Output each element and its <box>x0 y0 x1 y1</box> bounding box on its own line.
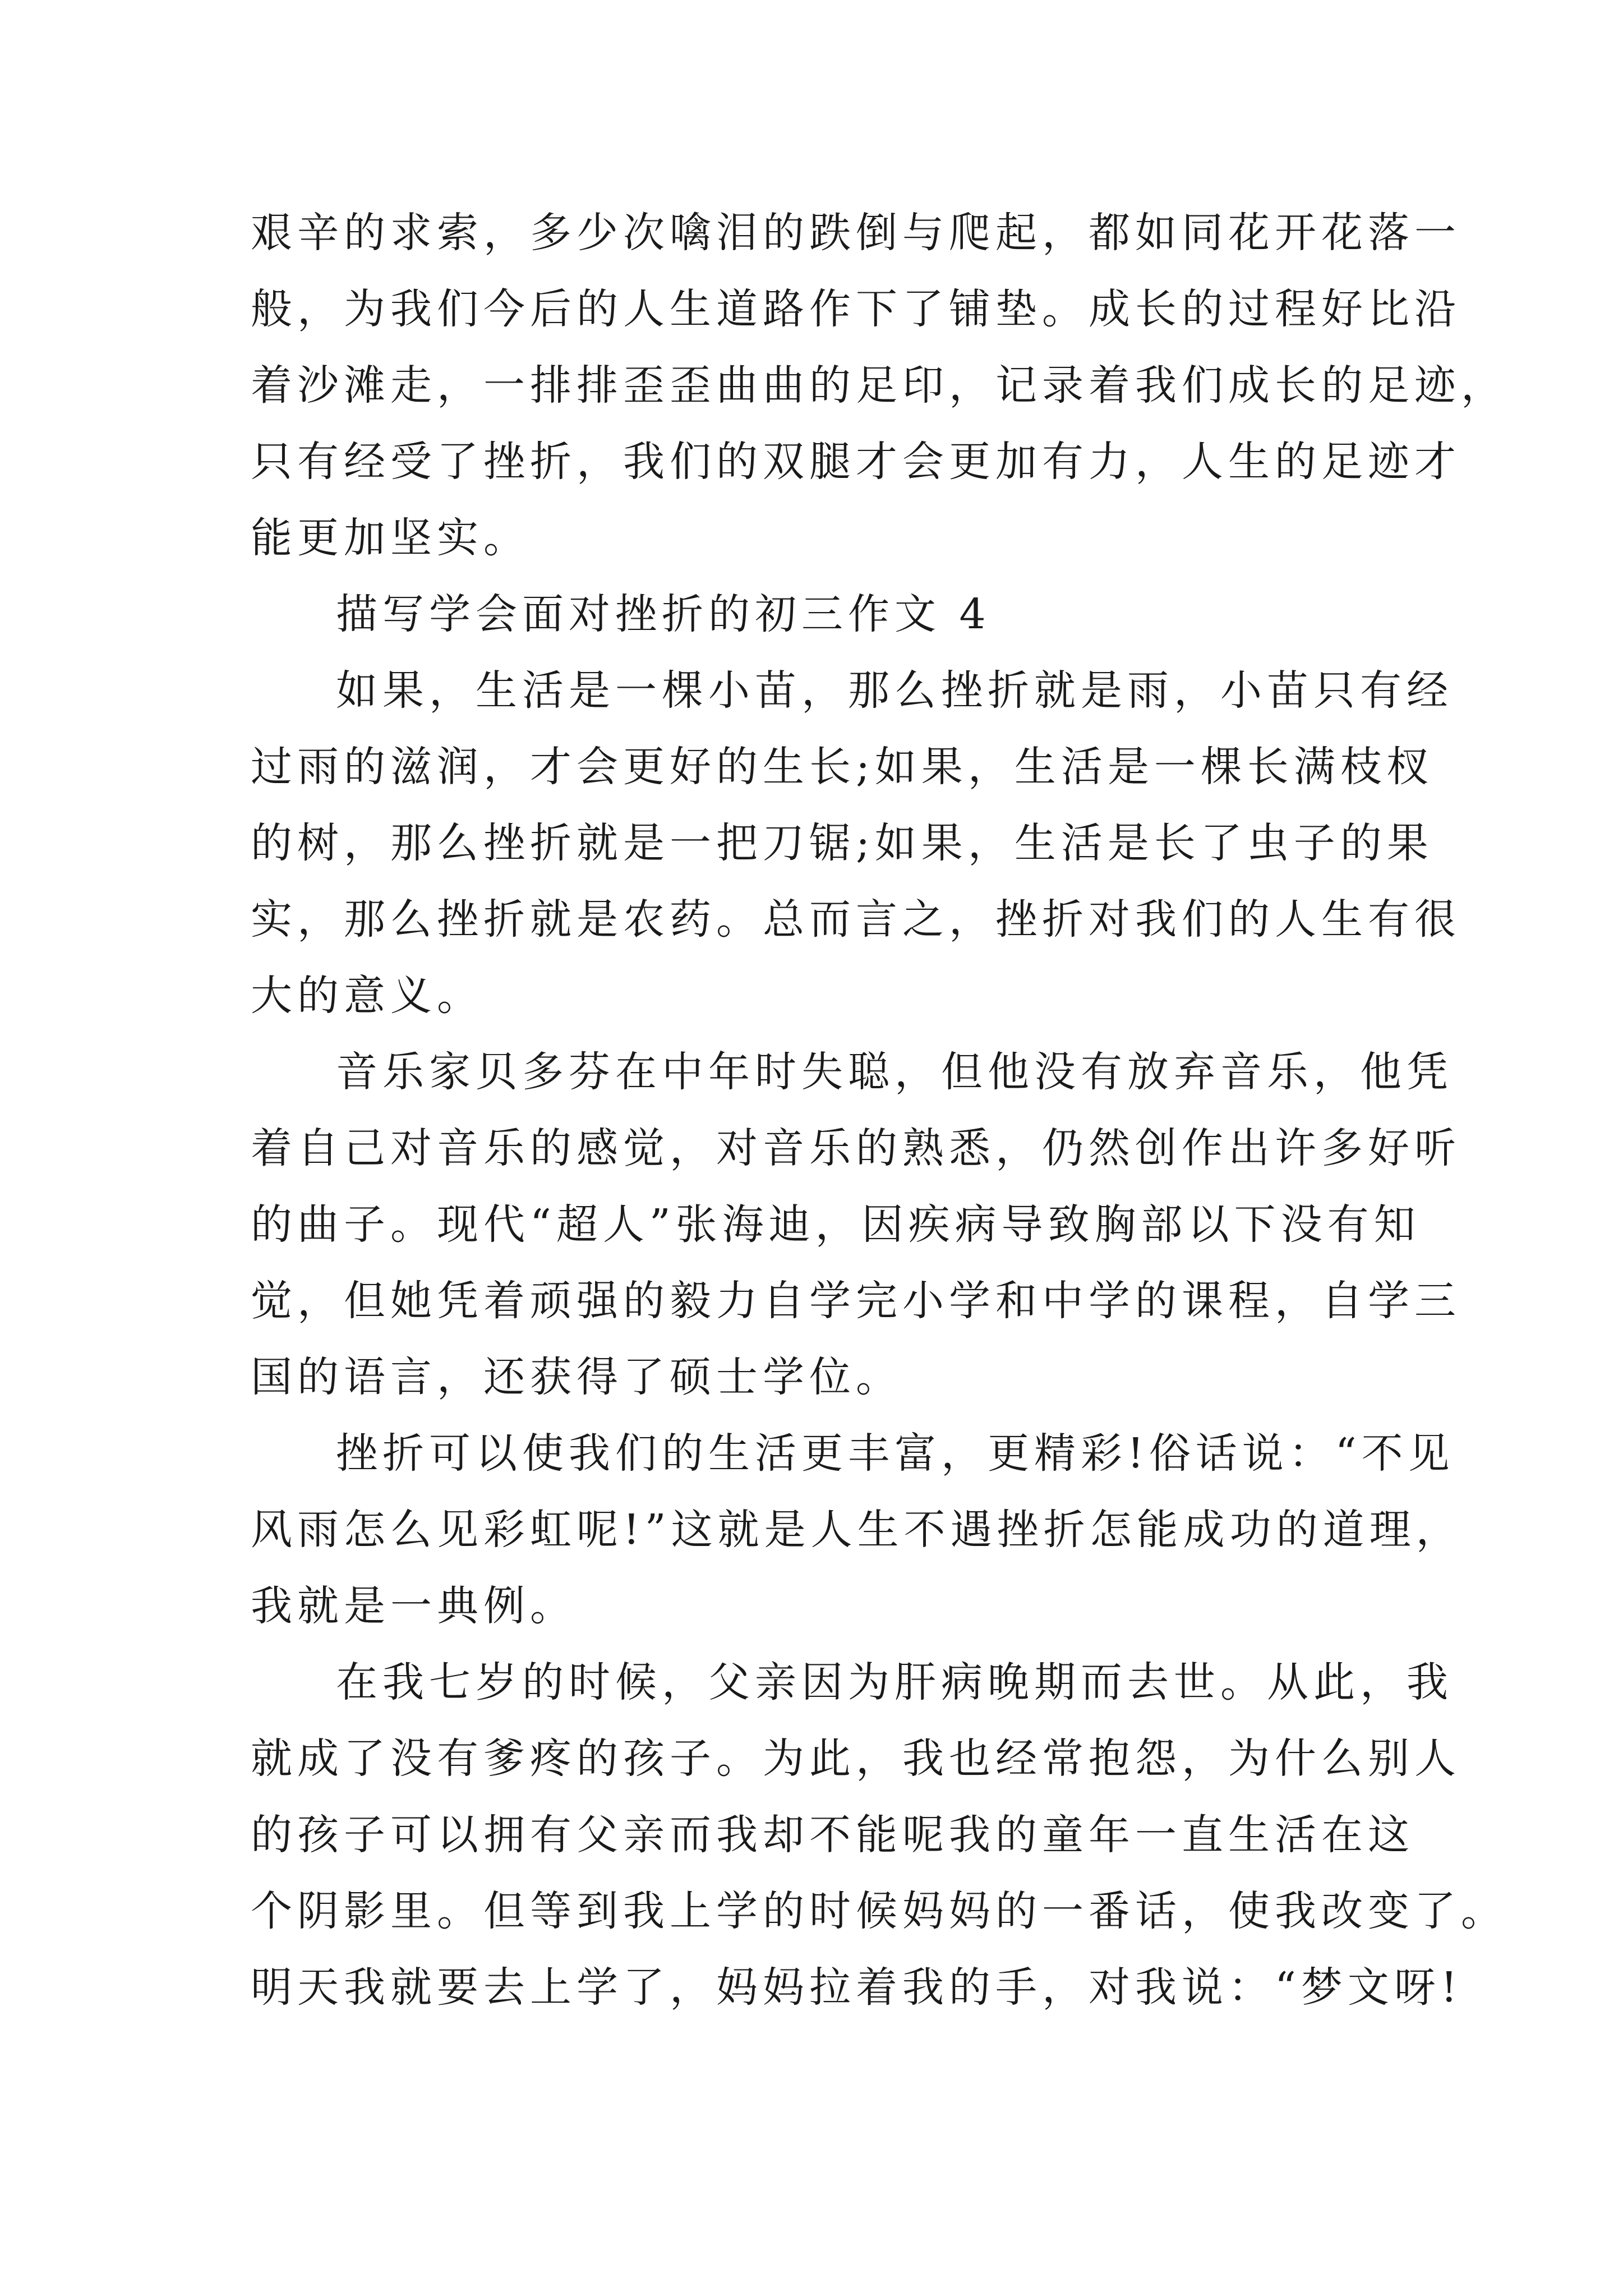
text-line: 明天我就要去上学了，妈妈拉着我的手，对我说：“梦文呀! <box>251 1963 1463 2012</box>
text-line: 觉，但她凭着顽强的毅力自学完小学和中学的课程，自学三 <box>251 1277 1461 1325</box>
text-line: 挫折可以使我们的生活更丰富，更精彩!俗话说：“不见 <box>336 1429 1455 1478</box>
text-line: 能更加坚实。 <box>251 514 530 562</box>
text-line: 着沙滩走，一排排歪歪曲曲的足印，记录着我们成长的足迹， <box>251 361 1507 409</box>
text-line: 如果，生活是一棵小苗，那么挫折就是雨，小苗只有经 <box>336 666 1453 715</box>
text-line: 过雨的滋润，才会更好的生长;如果，生活是一棵长满枝杈 <box>251 743 1433 791</box>
text-line: 的孩子可以拥有父亲而我却不能呢我的童年一直生活在这 <box>251 1811 1414 1859</box>
text-line: 在我七岁的时候，父亲因为肝病晚期而去世。从此，我 <box>336 1658 1453 1706</box>
essay-heading: 描写学会面对挫折的初三作文 4 <box>336 590 991 638</box>
text-line: 风雨怎么见彩虹呢!”这就是人生不遇挫折怎能成功的道理， <box>251 1506 1463 1554</box>
text-line: 艰辛的求索，多少次噙泪的跌倒与爬起，都如同花开花落一 <box>251 209 1461 257</box>
text-line: 着自己对音乐的感觉，对音乐的熟悉，仍然创作出许多好听 <box>251 1124 1461 1172</box>
text-line: 的树，那么挫折就是一把刀锯;如果，生活是长了虫子的果 <box>251 819 1433 867</box>
text-line: 就成了没有爹疼的孩子。为此，我也经常抱怨，为什么别人 <box>251 1734 1461 1783</box>
text-line: 国的语言，还获得了硕士学位。 <box>251 1353 902 1401</box>
text-line: 个阴影里。但等到我上学的时候妈妈的一番话，使我改变了。 <box>251 1887 1507 1935</box>
text-line: 只有经受了挫折，我们的双腿才会更加有力，人生的足迹才 <box>251 438 1461 486</box>
text-line: 我就是一典例。 <box>251 1582 577 1630</box>
text-line: 般，为我们今后的人生道路作下了铺垫。成长的过程好比沿 <box>251 285 1461 333</box>
essay-body <box>251 195 1507 2026</box>
text-line: 的曲子。现代“超人”张海迪，因疾病导致胸部以下没有知 <box>251 1200 1421 1249</box>
text-line: 音乐家贝多芬在中年时失聪，但他没有放弃音乐，他凭 <box>336 1048 1453 1096</box>
text-line: 实，那么挫折就是农药。总而言之，挫折对我们的人生有很 <box>251 895 1461 944</box>
text-line: 大的意义。 <box>251 972 483 1020</box>
